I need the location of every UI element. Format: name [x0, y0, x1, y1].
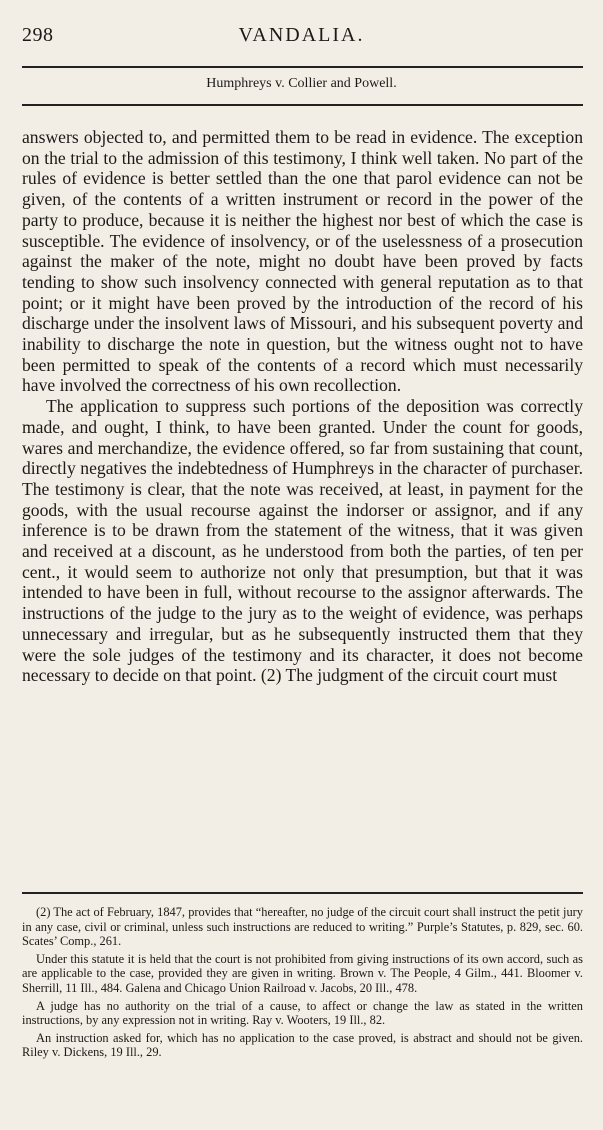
header-rule-top [22, 66, 583, 68]
running-head [22, 24, 581, 52]
footnotes [22, 905, 583, 1063]
footnote-annotation-1: Under this statute it is held that the court is not prohibited from giving instructions of its own accord, such as are applicable to the case, provided they are given in writing. Brown v. The People, 4 Gilm., 441. Bloomer v. Sherrill, 11 Ill., 484. Galena and Chicago Union Railroad v. Jacobs, 20 Ill., 478. [22, 951, 583, 995]
footnote-annotation-3: An instruction asked for, which has no application to the case proved, is abstract and should not be given. Riley v. Dickens, 19 Ill., 29. [22, 1030, 583, 1060]
footnote-annotation-2: A judge has no authority on the trial of a cause, to affect or change the law as stated in the written instructions, by any expression not in writing. Ray v. Wooters, 19 Ill., 82. [22, 998, 583, 1028]
footnote-rule [22, 892, 583, 894]
header-rule-bottom [22, 104, 583, 106]
opinion-body [22, 127, 583, 686]
opinion-paragraph-2: The application to suppress such portions of the deposition was correctly made, and ought, I think, to have been granted. Under the count for goods, wares and merchandize, the evidence offered, so far from sustaining that count, directly negatives the indebtedness of Humphreys in the character of purchaser. The testimony is clear, that the note was received, at least, in payment for the goods, with the usual recourse against the indorser or assignor, and if any inference is to be drawn from the statement of the witness, that it was given and received at a discount, as he understood from both the parties, of ten per cent., it would seem to authorize not only that presumption, but that it was intended to have been in full, without recourse to the assignor afterwards. The instructions of the judge to the jury as to the weight of evidence, was perhaps unnecessary and irregular, but as he subsequently instructed them that they were the sole judges of the testimony and its character, it does not become necessary to decide on that point. (2) The judgment of the circuit court must [22, 396, 583, 686]
opinion-paragraph-1: answers objected to, and permitted them to be read in evidence. The exception on the trial to the admission of this testimony, I think well taken. No part of the rules of evidence is better settled than the one that parol evidence can not be given, of the contents of a written instrument or record in the power of the party to produce, because it is neither the highest nor best of which the case is susceptible. The evidence of insolvency, or of the uselessness of a prosecution against the maker of the note, might no doubt have been proved by facts tending to show such insolvency connected with general reputation as to that point; or it might have been proved by the introduction of the record of his discharge under the insolvent laws of Missouri, and his subsequent poverty and inability to discharge the note in question, but the witness ought not to have been permitted to speak of the contents of a record which must necessarily have involved the correctness of his own recollection. [22, 127, 583, 396]
case-title: Humphreys v. Collier and Powell. [206, 76, 397, 91]
running-title: VANDALIA. [238, 24, 365, 46]
page-number: 298 [22, 24, 54, 46]
footnote-2: (2) The act of February, 1847, provides that “hereafter, no judge of the circuit court shall instruct the petit jury in any case, civil or criminal, unless such instructions are reduced to writing.” Purple’s Statutes, p. 829, sec. 60. Scates’ Comp., 261. [22, 905, 583, 949]
